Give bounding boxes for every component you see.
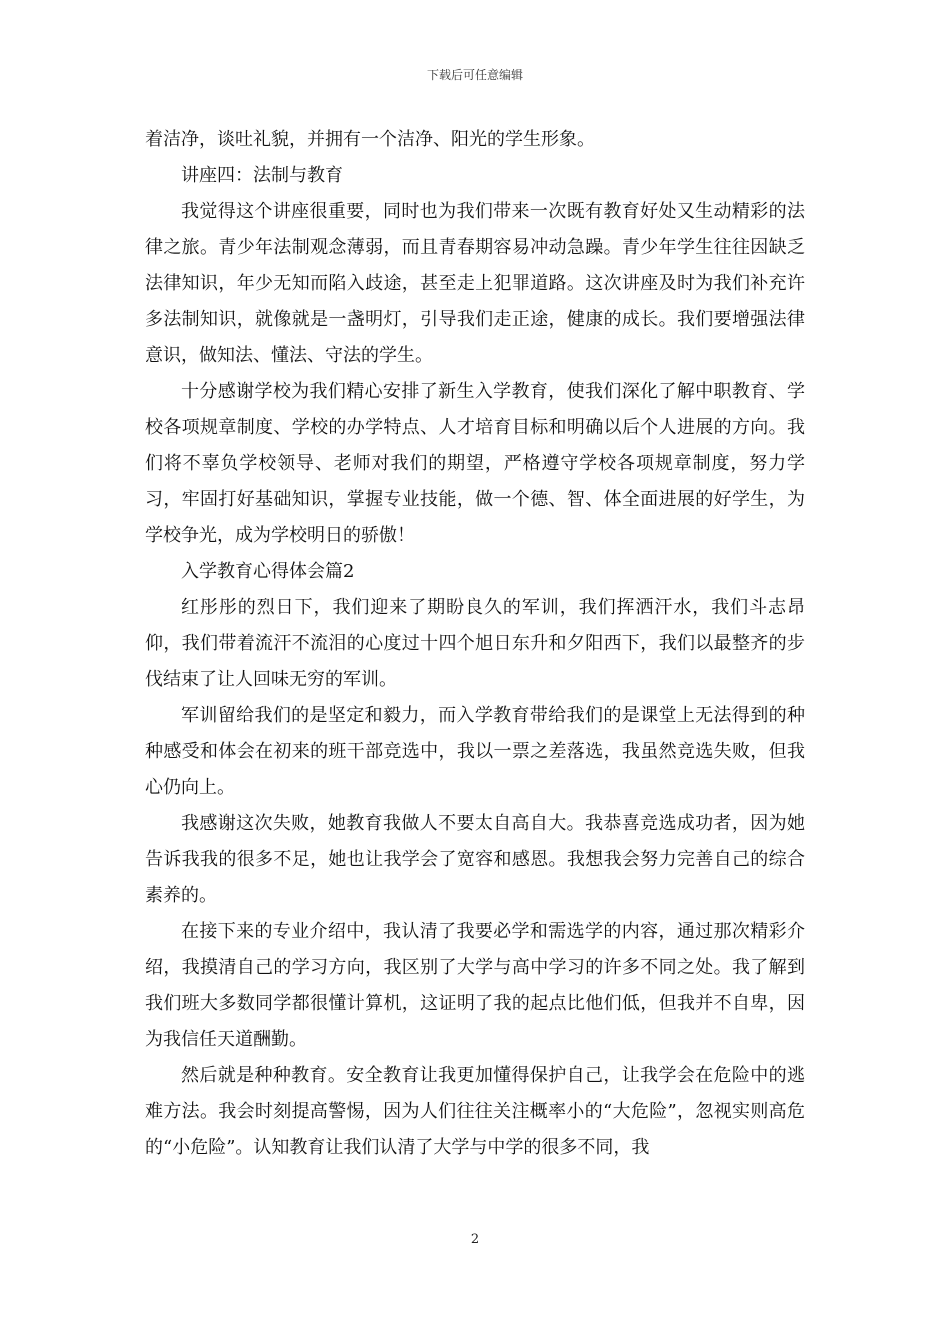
paragraph: 着洁净，谈吐礼貌，并拥有一个洁净、阳光的学生形象。 <box>145 129 595 150</box>
paragraph: 军训留给我们的是坚定和毅力，而入学教育带给我们的是课堂上无法得到的种种感受和体会在初来的班干部竞选中，我以一票之差落选，我虽然竞选失败，但我心仍向上。 <box>145 705 805 798</box>
paragraph: 我觉得这个讲座很重要，同时也为我们带来一次既有教育好处又生动精彩的法律之旅。青少年法制观念薄弱，而且青春期容易冲动急躁。青少年学生往往因缺乏法律知识，年少无知而陷入歧途，甚至走上犯罪道路。这次讲座及时为我们补充许多法制知识，就像就是一盏明灯，引导我们走正途，健康的成长。我们要增强法律意识，做知法、懂法、守法的学生。 <box>145 201 805 366</box>
section-heading: 讲座四：法制与教育 <box>181 165 343 186</box>
document-body <box>145 122 805 1166</box>
paragraph: 然后就是种种教育。安全教育让我更加懂得保护自己，让我学会在危险中的逃难方法。我会时刻提高警惕，因为人们往往关注概率小的“大危险”，忽视实则高危的“小危险”。认知教育让我们认清了大学与中学的很多不同，我 <box>145 1065 805 1158</box>
paragraph: 在接下来的专业介绍中，我认清了我要必学和需选学的内容，通过那次精彩介绍，我摸清自己的学习方向，我区别了大学与高中学习的许多不同之处。我了解到我们班大多数同学都很懂计算机，这证明了我的起点比他们低，但我并不自卑，因为我信任天道酬勤。 <box>145 921 805 1050</box>
paragraph: 十分感谢学校为我们精心安排了新生入学教育，使我们深化了解中职教育、学校各项规章制度、学校的办学特点、人才培育目标和明确以后个人进展的方向。我们将不辜负学校领导、老师对我们的期望，严格遵守学校各项规章制度，努力学习，牢固打好基础知识，掌握专业技能，做一个德、智、体全面进展的好学生，为学校争光，成为学校明日的骄傲！ <box>145 381 805 546</box>
section-heading: 入学教育心得体会篇2 <box>181 561 355 582</box>
paragraph: 红彤彤的烈日下，我们迎来了期盼良久的军训，我们挥洒汗水，我们斗志昂仰，我们带着流汗不流泪的心度过十四个旭日东升和夕阳西下，我们以最整齐的步伐结束了让人回味无穷的军训。 <box>145 597 805 690</box>
page-header: 下载后可任意编辑 <box>426 68 523 82</box>
paragraph: 我感谢这次失败，她教育我做人不要太自高自大。我恭喜竞选成功者，因为她告诉我我的很多不足，她也让我学会了宽容和感恩。我想我会努力完善自己的综合素养的。 <box>145 813 805 906</box>
page-number: 2 <box>470 1232 480 1247</box>
